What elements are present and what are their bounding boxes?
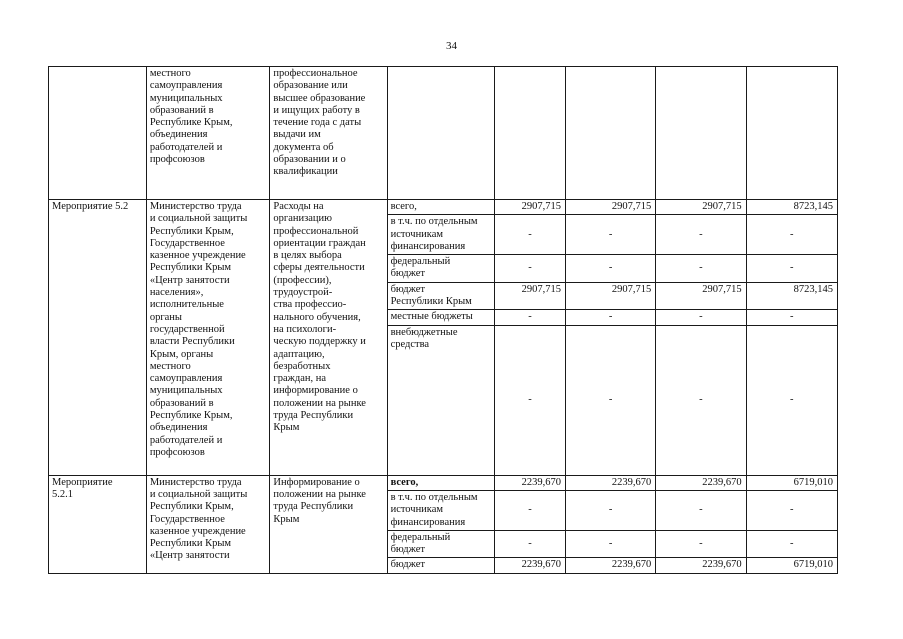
source-cell: в т.ч. по отдельным источникам финансирования	[387, 490, 494, 530]
value-cell: -	[495, 325, 566, 475]
table-row	[49, 475, 838, 490]
table-row	[49, 67, 838, 200]
value-cell: 2239,670	[495, 475, 566, 490]
source-cell: всего,	[387, 475, 494, 490]
measure-name-cell: Мероприятие 5.2	[49, 200, 147, 476]
description-cell: Информирование о положении на рынке труда Республики Крым	[270, 475, 387, 573]
table-row	[49, 200, 838, 215]
value-cell: 2907,715	[495, 200, 566, 215]
value-cell: 2907,715	[566, 282, 656, 310]
value-cell: -	[566, 325, 656, 475]
value-cell: -	[746, 530, 837, 558]
value-cell: 2239,670	[656, 558, 746, 573]
source-cell: бюджет Республики Крым	[387, 282, 494, 310]
value-cell: -	[566, 490, 656, 530]
value-cell: -	[656, 490, 746, 530]
description-cell: профессиональное образование или высшее образование и ищущих работу в течение года с даты выдачи им документа об образовании и о квалификации	[270, 67, 387, 200]
measure-name-cell: Мероприятие 5.2.1	[49, 475, 147, 573]
value-cell	[566, 67, 656, 200]
source-cell: в т.ч. по отдельным источникам финансирования	[387, 215, 494, 255]
executor-cell: местного самоуправления муниципальных образований в Республике Крым, объединения работодателей и профсоюзов	[146, 67, 270, 200]
value-cell: -	[656, 215, 746, 255]
value-cell: -	[566, 215, 656, 255]
value-cell: -	[656, 310, 746, 325]
value-cell: -	[566, 255, 656, 283]
value-cell: 2239,670	[566, 558, 656, 573]
value-cell: -	[495, 310, 566, 325]
source-cell: местные бюджеты	[387, 310, 494, 325]
value-cell: 2239,670	[656, 475, 746, 490]
value-cell: -	[746, 490, 837, 530]
value-cell: 2907,715	[656, 200, 746, 215]
value-cell: 2907,715	[495, 282, 566, 310]
value-cell	[495, 67, 566, 200]
value-cell	[746, 67, 837, 200]
source-cell: всего,	[387, 200, 494, 215]
value-cell: 8723,145	[746, 282, 837, 310]
executor-cell: Министерство труда и социальной защиты Республики Крым, Государственное казенное учреждение Республики Крым «Центр занятости населения», исполнительные органы государственной власти Республики Крым, органы местного самоуправления муниципальных образований в Республике Крым, объединения работодателей и профсоюзов	[146, 200, 270, 476]
value-cell	[656, 67, 746, 200]
value-cell: -	[746, 215, 837, 255]
source-cell: внебюджетные средства	[387, 325, 494, 475]
value-cell: 6719,010	[746, 558, 837, 573]
value-cell: -	[656, 325, 746, 475]
program-table	[48, 66, 838, 574]
source-cell	[387, 67, 494, 200]
value-cell: 2907,715	[656, 282, 746, 310]
description-cell: Расходы на организацию профессиональной ориентации граждан в целях выбора сферы деятельности (профессии), трудоустрой- ства профессио- нального обучения, на психологи- ческую поддержку и адаптацию, безработных граждан, на информирование о положении на рынке труда Республики Крым	[270, 200, 387, 476]
value-cell: -	[656, 530, 746, 558]
source-cell: федеральный бюджет	[387, 530, 494, 558]
value-cell: -	[495, 530, 566, 558]
value-cell: -	[746, 310, 837, 325]
value-cell: -	[566, 530, 656, 558]
source-cell: федеральный бюджет	[387, 255, 494, 283]
measure-name-cell	[49, 67, 147, 200]
value-cell: -	[746, 325, 837, 475]
value-cell: 8723,145	[746, 200, 837, 215]
value-cell: 6719,010	[746, 475, 837, 490]
executor-cell: Министерство труда и социальной защиты Республики Крым, Государственное казенное учреждение Республики Крым «Центр занятости	[146, 475, 270, 573]
value-cell: -	[746, 255, 837, 283]
source-cell: бюджет	[387, 558, 494, 573]
value-cell: -	[566, 310, 656, 325]
value-cell: 2239,670	[495, 558, 566, 573]
value-cell: -	[656, 255, 746, 283]
value-cell: 2907,715	[566, 200, 656, 215]
value-cell: -	[495, 490, 566, 530]
value-cell: 2239,670	[566, 475, 656, 490]
page-number: 34	[446, 40, 457, 52]
value-cell: -	[495, 215, 566, 255]
value-cell: -	[495, 255, 566, 283]
